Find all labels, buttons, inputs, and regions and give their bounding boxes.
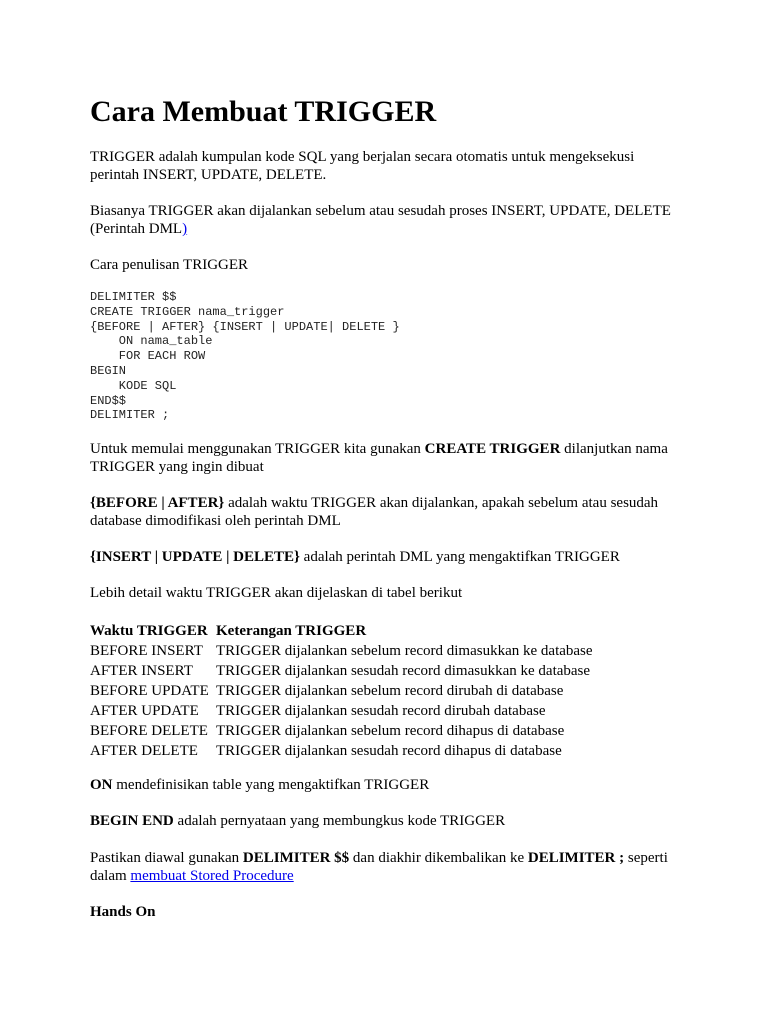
insert-update-delete-paragraph	[90, 548, 690, 566]
hands-on-heading	[90, 903, 690, 921]
trigger-timing-table	[90, 621, 593, 761]
cell-timing: BEFORE DELETE	[90, 723, 208, 739]
cell-description: TRIGGER dijalankan sebelum record dirubah di database	[216, 683, 564, 699]
before-after-paragraph	[90, 494, 690, 530]
table-row	[90, 641, 593, 661]
hands-on-label: Hands On	[90, 904, 156, 920]
intro-line-1: TRIGGER adalah kumpulan kode SQL yang berjalan secara otomatis untuk mengeksekusi	[90, 149, 635, 165]
delimiter-text-pre: Pastikan diawal gunakan	[90, 850, 243, 866]
usage-paragraph	[90, 202, 690, 238]
cell-description: TRIGGER dijalankan sesudah record dimasukkan ke database	[216, 663, 591, 679]
stored-procedure-link[interactable]: membuat Stored Procedure	[130, 868, 294, 884]
usage-line-1: Biasanya TRIGGER akan dijalankan sebelum atau sesudah proses INSERT, UPDATE, DELETE	[90, 203, 671, 219]
page-title: Cara Membuat TRIGGER	[90, 95, 437, 128]
table-intro: Lebih detail waktu TRIGGER akan dijelaskan di tabel berikut	[90, 585, 463, 601]
before-after-keyword: {BEFORE | AFTER}	[90, 495, 225, 511]
create-text-pre: Untuk memulai menggunakan TRIGGER kita gunakan	[90, 441, 425, 457]
delimiter-text-post: seperti	[624, 850, 668, 866]
cell-timing: BEFORE UPDATE	[90, 683, 209, 699]
create-trigger-keyword: CREATE TRIGGER	[424, 441, 561, 457]
cell-description: TRIGGER dijalankan sesudah record dirubah database	[216, 703, 546, 719]
create-text-line-2: TRIGGER yang ingin dibuat	[90, 459, 264, 475]
header-keterangan: Keterangan TRIGGER	[216, 623, 367, 639]
syntax-heading: Cara penulisan TRIGGER	[90, 257, 249, 273]
cell-description: TRIGGER dijalankan sebelum record dimasukkan ke database	[216, 643, 593, 659]
delimiter-close-keyword: DELIMITER ;	[527, 850, 625, 866]
delimiter-text-mid: dan diakhir dikembalikan ke	[349, 850, 528, 866]
cell-description: TRIGGER dijalankan sesudah record dihapus di database	[216, 743, 562, 759]
cell-timing: AFTER INSERT	[90, 663, 193, 679]
table-row	[90, 721, 593, 741]
table-header-row	[90, 621, 593, 641]
before-after-line-2: database dimodifikasi oleh perintah DML	[90, 513, 341, 529]
trigger-syntax-code-block: DELIMITER $$ CREATE TRIGGER nama_trigger {BEFORE | AFTER} {INSERT | UPDATE| DELETE } ON nama_table FOR EACH ROW BEGIN KODE SQL END$$ DELIMITER ;	[90, 290, 400, 423]
intro-line-2: perintah INSERT, UPDATE, DELETE.	[90, 167, 327, 183]
usage-line-2: (Perintah DML	[90, 221, 183, 237]
intro-paragraph	[90, 148, 690, 184]
table-row	[90, 741, 593, 761]
begin-end-text: adalah pernyataan yang membungkus kode TRIGGER	[173, 813, 506, 829]
insert-update-delete-keyword: {INSERT | UPDATE | DELETE}	[90, 549, 300, 565]
delimiter-line-2-pre: dalam	[90, 868, 131, 884]
dml-link[interactable]: )	[182, 221, 188, 237]
insert-update-delete-text: adalah perintah DML yang mengaktifkan TRIGGER	[299, 549, 620, 565]
delimiter-open-keyword: DELIMITER $$	[242, 850, 350, 866]
cell-timing: AFTER UPDATE	[90, 703, 199, 719]
header-waktu: Waktu TRIGGER	[90, 623, 208, 639]
begin-end-paragraph	[90, 812, 690, 830]
on-text: mendefinisikan table yang mengaktifkan TRIGGER	[112, 777, 430, 793]
delimiter-paragraph	[90, 849, 690, 885]
cell-description: TRIGGER dijalankan sebelum record dihapus di database	[216, 723, 565, 739]
table-row	[90, 681, 593, 701]
on-paragraph	[90, 776, 690, 794]
table-row	[90, 701, 593, 721]
cell-timing: AFTER DELETE	[90, 743, 198, 759]
create-text-post: dilanjutkan nama	[560, 441, 668, 457]
begin-end-keyword: BEGIN END	[90, 813, 174, 829]
table-row	[90, 661, 593, 681]
create-trigger-paragraph	[90, 440, 690, 476]
on-keyword: ON	[90, 777, 113, 793]
before-after-text: adalah waktu TRIGGER akan dijalankan, apakah sebelum atau sesudah	[224, 495, 659, 511]
cell-timing: BEFORE INSERT	[90, 643, 203, 659]
